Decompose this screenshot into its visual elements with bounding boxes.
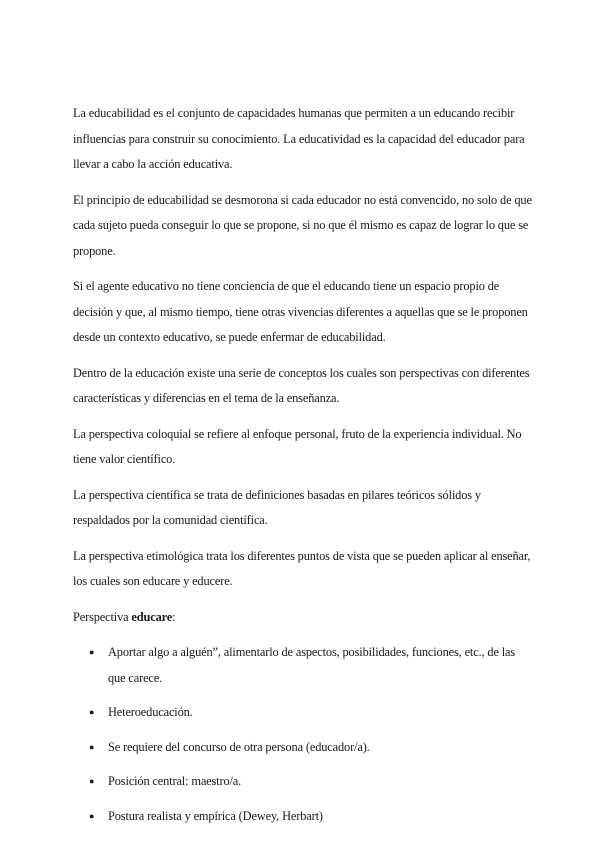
bullet-icon: ●	[89, 776, 95, 786]
perspective-heading-prefix: Perspectiva	[73, 609, 132, 624]
list-item	[73, 700, 533, 726]
bullet-icon: ●	[89, 741, 95, 752]
bullet-icon: ●	[89, 810, 95, 821]
educare-bullet-list	[73, 640, 533, 829]
list-item	[73, 769, 533, 795]
paragraph-educabilidad: La educabilidad es el conjunto de capacidades humanas que permiten a un educando recibir influencias para construir su conocimiento. La educatividad es la capacidad del educador para llevar a cabo la acción educativa.	[73, 106, 525, 171]
bullet-icon: ●	[89, 707, 95, 717]
paragraph-perspectiva-etimologica: La perspectiva etimológica trata los diferentes puntos de vista que se pueden aplicar al enseñar, los cuales son educare y educere.	[73, 548, 531, 588]
bullet-icon: ●	[89, 647, 95, 657]
perspective-heading	[73, 605, 533, 631]
list-item-text: Se requiere del concurso de otra persona (educador/a).	[108, 739, 370, 754]
perspective-heading-term: educare	[131, 609, 173, 624]
list-item-text: Aportar algo a alguén”, alimentarlo de aspectos, posibilidades, funciones, etc., de las que carece.	[108, 645, 516, 685]
perspective-heading-suffix: :	[172, 609, 176, 624]
paragraph-agente-educativo: Si el agente educativo no tiene conciencia de que el educando tiene un espacio propio de decisión y que, al mismo tiempo, tiene otras vivencias diferentes a aquellas que se le proponen desde un contexto educativo, se puede enfermar de educabilidad.	[73, 279, 528, 344]
document-page	[73, 101, 533, 838]
list-item	[73, 735, 533, 761]
list-item	[73, 640, 533, 691]
list-item-text: Posición central: maestro/a.	[108, 774, 242, 788]
list-item-text: Postura realista y empírica (Dewey, Herbart)	[108, 808, 323, 823]
list-item	[73, 804, 533, 830]
list-item-text: Heteroeducación.	[108, 705, 193, 719]
paragraph-principio: El principio de educabilidad se desmorona si cada educador no está convencido, no solo de que cada sujeto pueda conseguir lo que se propone, si no que él mismo es capaz de lograr lo que se propone.	[73, 192, 532, 258]
paragraph-perspectiva-coloquial: La perspectiva coloquial se refiere al enfoque personal, fruto de la experiencia individual. No tiene valor científico.	[73, 426, 522, 466]
paragraph-conceptos: Dentro de la educación existe una serie de conceptos los cuales son perspectivas con diferentes características y diferencias en el tema de la enseñanza.	[73, 365, 530, 405]
paragraph-perspectiva-cientifica: La perspectiva científica se trata de definiciones basadas en pilares teóricos sólidos y respaldados por la comunidad científica.	[73, 487, 481, 527]
